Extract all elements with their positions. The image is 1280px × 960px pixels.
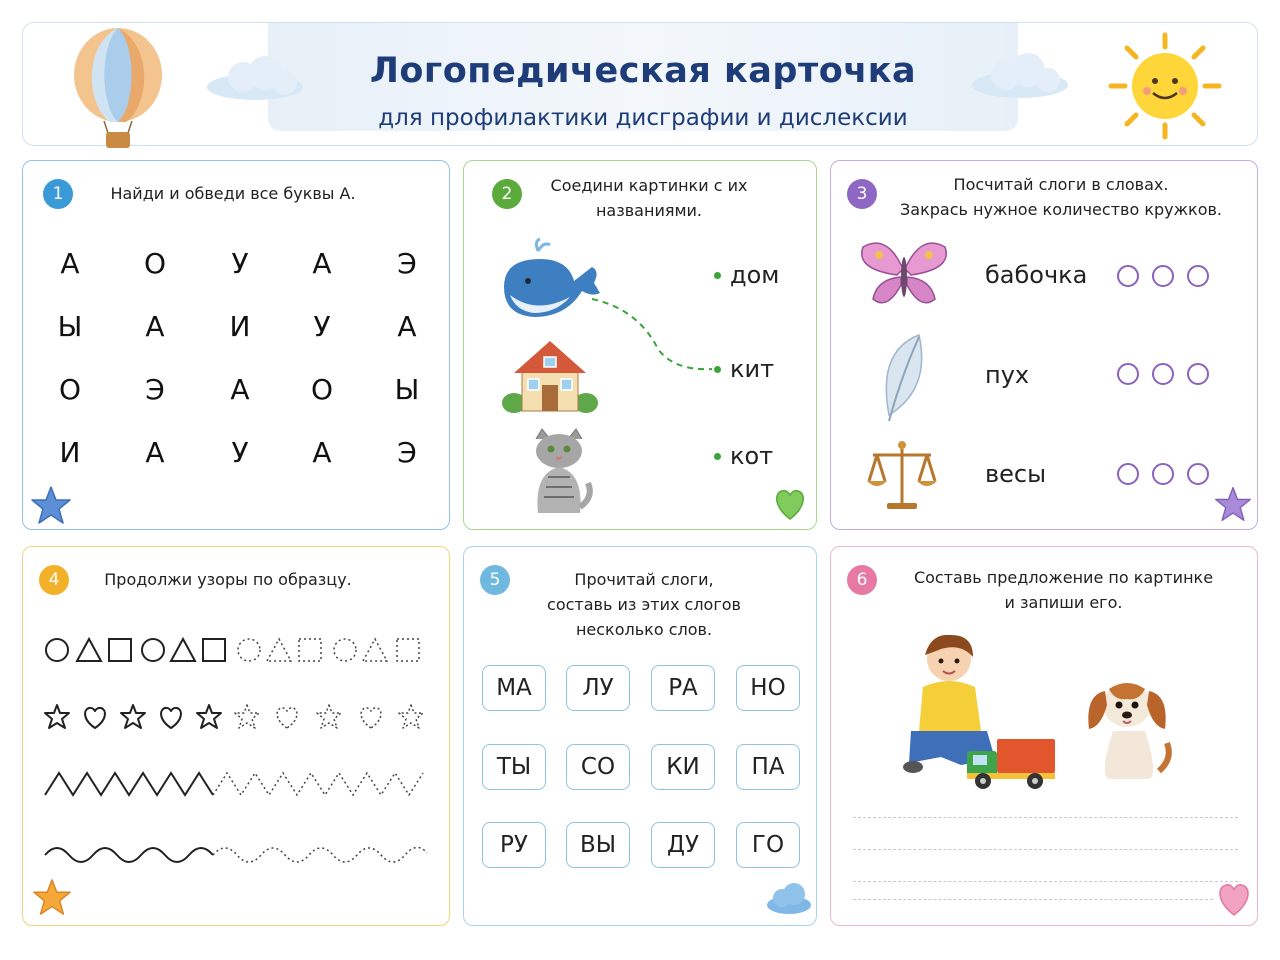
card-instruction-line: названиями. <box>595 201 703 220</box>
syllable-word: пух <box>985 361 1030 389</box>
feather-icon <box>875 331 935 425</box>
letter-cell[interactable]: Ы <box>394 373 420 406</box>
syllable-tile[interactable]: ЛУ <box>566 665 630 711</box>
letter-cell[interactable]: Ы <box>57 310 83 343</box>
wave-pattern-row[interactable] <box>43 841 429 869</box>
card-compose-sentence <box>830 546 1258 926</box>
card-number-badge: 5 <box>480 565 510 595</box>
page-title: Логопедическая карточка <box>369 51 917 91</box>
writing-line[interactable] <box>853 899 1213 900</box>
match-dot[interactable] <box>714 453 721 460</box>
syllable-tile[interactable]: ВЫ <box>566 822 630 868</box>
star-icon <box>29 485 73 525</box>
matching-line <box>588 289 718 375</box>
cloud-icon <box>203 55 308 103</box>
letter-cell[interactable]: У <box>313 310 331 343</box>
syllable-tile[interactable]: СО <box>566 744 630 790</box>
card-instruction-line: и запиши его. <box>1004 593 1123 612</box>
letter-cell[interactable]: А <box>60 247 80 280</box>
syllable-tile[interactable]: РА <box>651 665 715 711</box>
letter-cell[interactable]: А <box>312 436 332 469</box>
card-number-badge: 3 <box>847 179 877 209</box>
syllable-circle[interactable] <box>1152 265 1174 287</box>
card-instruction-line: Закрась нужное количество кружков. <box>900 200 1222 219</box>
header <box>22 22 1258 146</box>
card-count-syllables <box>830 160 1258 530</box>
card-read-syllables <box>463 546 817 926</box>
shape-pattern-row[interactable] <box>43 635 429 665</box>
card-match-pictures <box>463 160 817 530</box>
card-instruction-line: Соедини картинки с их <box>550 176 748 195</box>
syllable-tile[interactable]: МА <box>482 665 546 711</box>
syllable-circle[interactable] <box>1117 265 1139 287</box>
scales-icon <box>865 439 939 513</box>
syllable-tile[interactable]: РУ <box>482 822 546 868</box>
letter-cell[interactable]: А <box>397 310 417 343</box>
syllable-tile[interactable]: ДУ <box>651 822 715 868</box>
card-instruction: Найди и обведи все буквы А. <box>110 184 356 203</box>
letter-cell[interactable]: У <box>231 436 249 469</box>
puppy-icon <box>1079 671 1175 783</box>
match-dot[interactable] <box>714 366 721 373</box>
card-find-letters <box>22 160 450 530</box>
toy-truck-icon <box>965 735 1057 791</box>
star-icon <box>31 877 73 917</box>
writing-line[interactable] <box>853 849 1238 850</box>
house-icon[interactable] <box>500 335 600 415</box>
match-word[interactable]: дом <box>730 261 780 289</box>
syllable-tile[interactable]: НО <box>736 665 800 711</box>
letter-cell[interactable]: Э <box>397 247 417 280</box>
letter-cell[interactable]: У <box>231 247 249 280</box>
writing-line[interactable] <box>853 817 1238 818</box>
syllable-word: весы <box>985 460 1047 488</box>
syllable-circle[interactable] <box>1187 463 1209 485</box>
card-instruction-line: Посчитай слоги в словах. <box>953 175 1169 194</box>
syllable-circle[interactable] <box>1152 463 1174 485</box>
sun-icon <box>1105 31 1225 141</box>
cloud-icon <box>968 53 1073 101</box>
syllable-tile[interactable]: ПА <box>736 744 800 790</box>
syllable-tile[interactable]: ГО <box>736 822 800 868</box>
star-heart-pattern-row[interactable] <box>43 703 429 731</box>
card-number-badge: 6 <box>847 565 877 595</box>
letter-cell[interactable]: А <box>312 247 332 280</box>
syllable-circle[interactable] <box>1152 363 1174 385</box>
letter-cell[interactable]: И <box>229 310 251 343</box>
heart-icon <box>1215 881 1253 917</box>
cloud-icon <box>764 881 814 915</box>
card-number-badge: 4 <box>39 565 69 595</box>
butterfly-icon <box>857 239 951 313</box>
letter-cell[interactable]: А <box>230 373 250 406</box>
hot-air-balloon-icon <box>68 25 168 151</box>
letter-cell[interactable]: Э <box>397 436 417 469</box>
cat-icon[interactable] <box>524 427 594 515</box>
card-instruction: Продолжи узоры по образцу. <box>104 570 352 589</box>
zigzag-pattern-row[interactable] <box>43 769 429 797</box>
syllable-tile[interactable]: ТЫ <box>482 744 546 790</box>
card-number-badge: 1 <box>43 179 73 209</box>
star-icon <box>1213 485 1253 523</box>
match-word[interactable]: кит <box>730 355 775 383</box>
card-continue-patterns <box>22 546 450 926</box>
letter-cell[interactable]: А <box>145 310 165 343</box>
syllable-word: бабочка <box>985 261 1088 289</box>
letter-cell[interactable]: О <box>143 247 167 280</box>
syllable-circle[interactable] <box>1117 363 1139 385</box>
card-instruction-line: Прочитай слоги, <box>574 570 714 589</box>
letter-cell[interactable]: О <box>58 373 82 406</box>
match-word[interactable]: кот <box>730 442 774 470</box>
heart-icon <box>772 487 808 521</box>
letter-cell[interactable]: Э <box>145 373 165 406</box>
writing-line[interactable] <box>853 881 1238 882</box>
syllable-circle[interactable] <box>1187 265 1209 287</box>
syllable-tile[interactable]: КИ <box>651 744 715 790</box>
page-subtitle: для профилактики дисграфии и дислексии <box>378 105 908 131</box>
card-instruction-line: Составь предложение по картинке <box>913 568 1214 587</box>
card-instruction-line: составь из этих слогов <box>547 595 741 614</box>
letter-cell[interactable]: А <box>145 436 165 469</box>
syllable-circle[interactable] <box>1187 363 1209 385</box>
syllable-circle[interactable] <box>1117 463 1139 485</box>
card-number-badge: 2 <box>492 179 522 209</box>
match-dot[interactable] <box>714 272 721 279</box>
letter-cell[interactable]: И <box>59 436 81 469</box>
letter-cell[interactable]: О <box>310 373 334 406</box>
card-instruction-line: несколько слов. <box>575 620 713 639</box>
